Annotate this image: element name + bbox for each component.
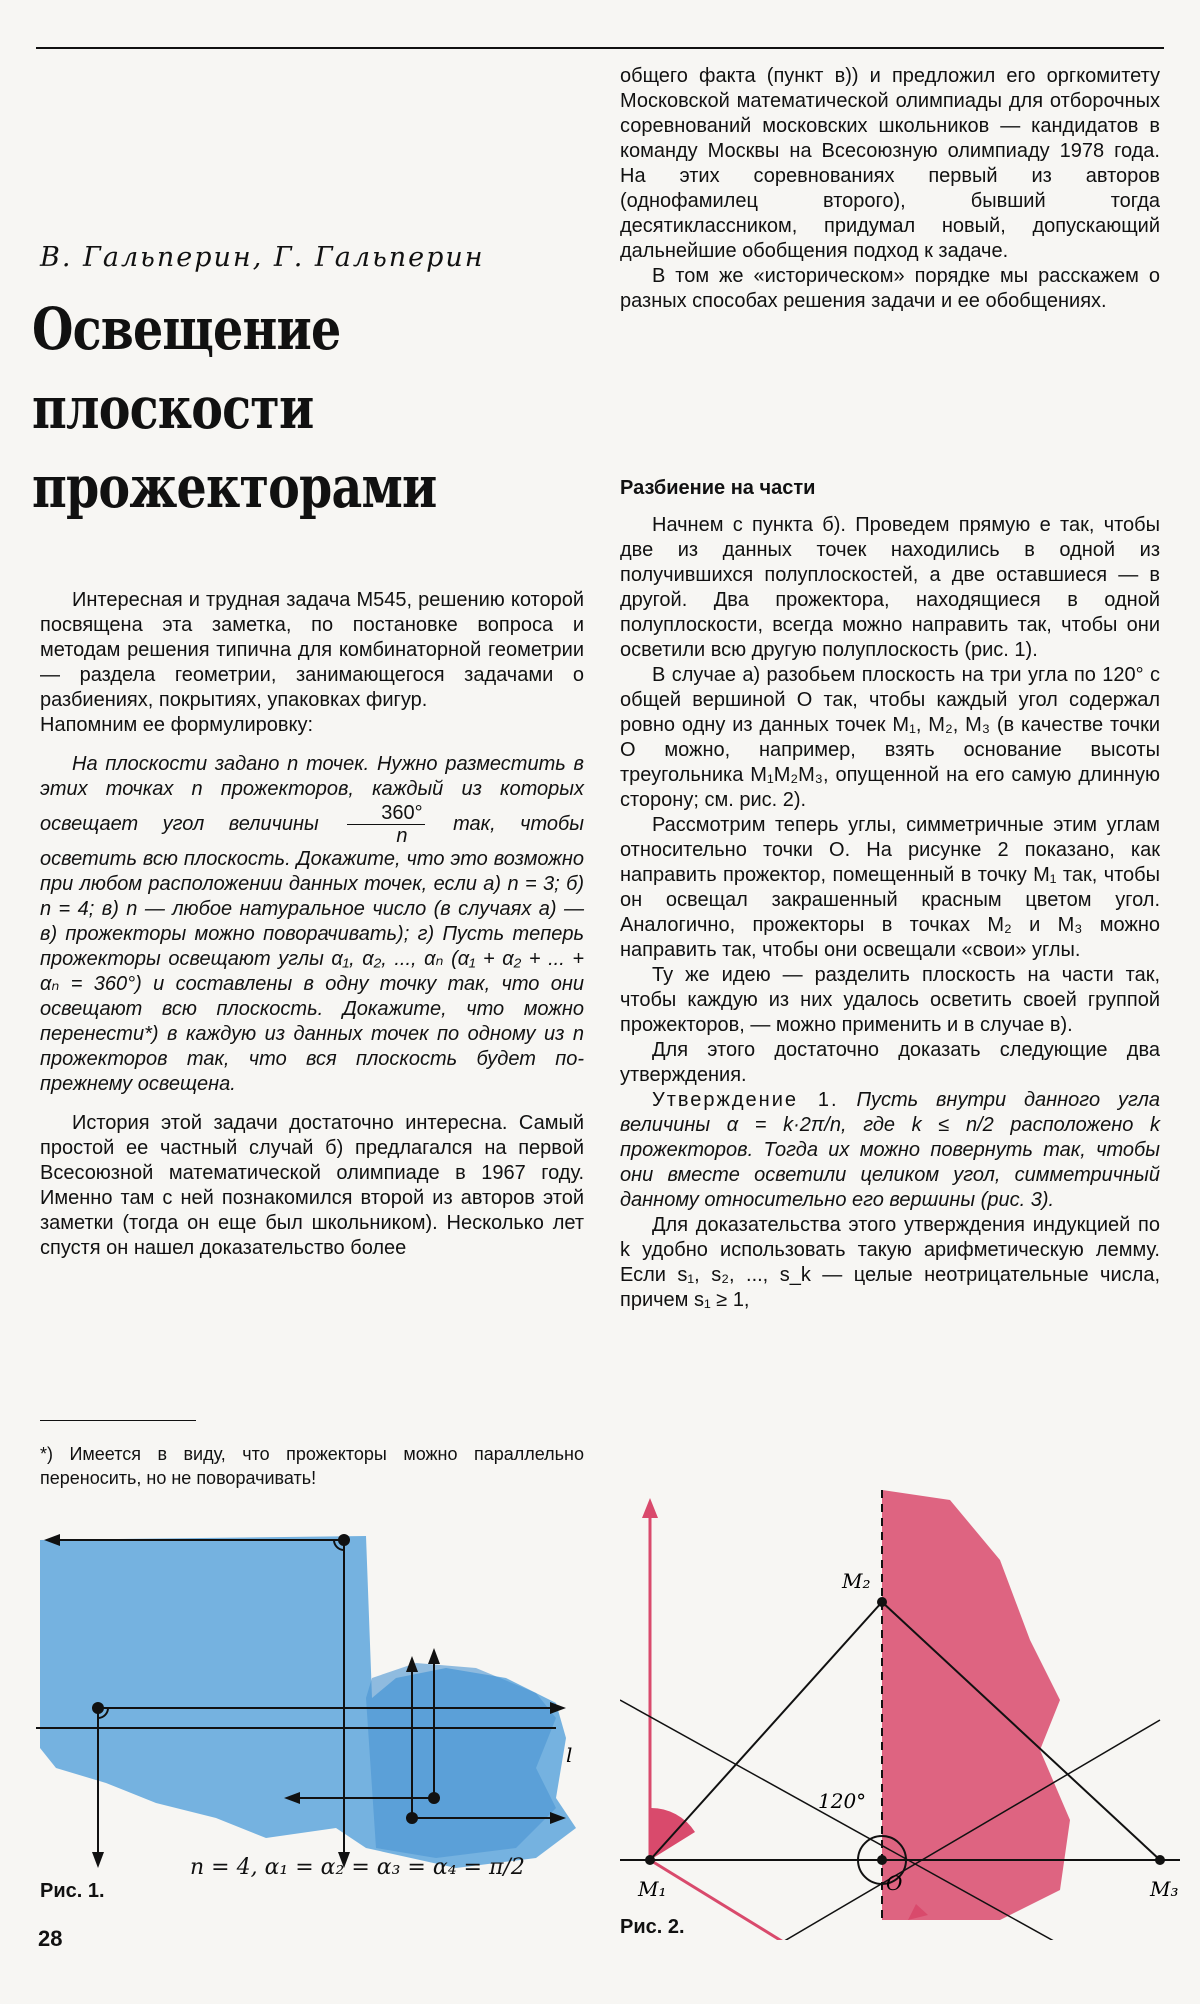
right-column-body: [620, 513, 1160, 1313]
figure-2-caption: Рис. 2.: [620, 1916, 685, 1938]
figure-1: [36, 1528, 596, 1878]
fraction: [347, 802, 424, 847]
arrow-head: [92, 1852, 104, 1868]
paragraph: Для этого достаточно доказать следующие два утверждения.: [620, 1039, 1160, 1086]
title-line-1: Освещение: [32, 295, 341, 363]
page-number: 28: [38, 1926, 63, 1951]
figure-1-formula: n = 4, α₁ = α₂ = α₃ = α₄ = π/2: [190, 1855, 525, 1880]
title-line-2: плоскости: [32, 374, 314, 442]
label-angle: 120°: [818, 1789, 867, 1813]
ray-m1: [650, 1860, 910, 1940]
paragraph: В случае а) разобьем плоскость на три угла по 120° с общей вершиной O так, чтобы каждый угол содержал ровно одну из данных точек M₁, M₂, M₃ (в качестве точки O можно, например, взять основание высоты треугольника M₁M₂M₃, опущенной на его самую длинную сторону; см. рис. 2).: [620, 664, 1160, 811]
point-o: [877, 1855, 887, 1865]
problem-statement: [40, 752, 584, 1097]
top-rule: [36, 47, 1164, 49]
lit-region-blue-2: [366, 1663, 556, 1858]
paragraph: Для доказательства этого утверждения индукцией по k удобно использовать такую арифметическую лемму. Если s₁, s₂, ..., s_k — целые неотрицательные числа, причем s₁ ≥ 1,: [620, 1214, 1160, 1311]
point: [338, 1534, 350, 1546]
paragraph: Напомним ее формулировку:: [40, 714, 314, 736]
line-label: l: [566, 1743, 573, 1767]
left-column: [40, 588, 584, 1261]
label-m1: M₁: [638, 1877, 667, 1901]
arrow-head: [428, 1648, 440, 1664]
label-m2: M₂: [842, 1569, 871, 1593]
fraction-numerator: 360°: [347, 802, 424, 825]
paragraph: Ту же идею — разделить плоскость на части так, чтобы каждую из них удалось осветить своей группой прожекторов, — можно применить и в случае в).: [620, 964, 1160, 1036]
title-line-3: прожекторами: [32, 453, 437, 521]
authors: В. Гальперин, Г. Гальперин: [40, 242, 485, 273]
footnote-rule: [40, 1420, 196, 1421]
paragraph: Рассмотрим теперь углы, симметричные этим углам относительно точки O. На рисунке 2 показано, как направить прожектор, помещенный в точку M₁ так, чтобы он освещал закрашенный красным цветом угол. Аналогично, прожекторы в точках M₂ и M₃ можно направить так, чтобы они освещали «свои» углы.: [620, 814, 1160, 961]
paragraph: История этой задачи достаточно интересна. Самый простой ее частный случай б) предлагался на первой Всесоюзной математической олимпиаде в 1967 году. Именно там с ней познакомился второй из авторов этой заметки (тогда он еще был школьником). Несколько лет спустя он нашел доказательство более: [40, 1112, 584, 1259]
footnote: *) Имеется в виду, что прожекторы можно параллельно переносить, но не поворачивать!: [40, 1444, 584, 1488]
lit-region-red: [882, 1490, 1070, 1920]
paragraph: В том же «историческом» порядке мы расскажем о разных способах решения задачи и ее обобщениях.: [620, 265, 1160, 312]
label-m3: M₃: [1150, 1877, 1179, 1901]
paragraph: общего факта (пункт в)) и предложил его оргкомитету Московской математической олимпиады для отборочных соревнований московских школьников — кандидатов в команду Москвы на Всесоюзную олимпиаду 1978 года. На этих соревнованиях первый из авторов (однофамилец второго), бывший тогда десятиклассником, придумал новый, допускающий дальнейшие обобщения подход к задаче.: [620, 65, 1160, 262]
arrow-head: [642, 1498, 658, 1518]
triangle-side: [650, 1602, 882, 1860]
paragraph: Интересная и трудная задача М545, решению которой посвящена эта заметка, по постановке вопроса и методам решения типична для комбинаторной геометрии — раздела геометрии, занимающегося задачами о разбиениях, покрытиях, упаковках фигур.: [40, 589, 584, 711]
point-m2: [877, 1597, 887, 1607]
section-title: Разбиение на части: [620, 477, 816, 499]
problem-text-a: На плоскости задано n точек. Нужно разместить в этих точках n прожекторов, каждый из которых освещает угол величины: [40, 753, 584, 835]
point: [406, 1812, 418, 1824]
paragraph: Начнем с пункта б). Проведем прямую e так, чтобы две из данных точек находились в одной из получившихся полуплоскостей, а две оставшиеся — в другой. Два прожектора, находящиеся в одной полуплоскости, всегда можно направить так, чтобы они осветили всю другую полуплоскость (рис. 1).: [620, 514, 1160, 661]
point-m1: [645, 1855, 655, 1865]
article-title: [32, 290, 436, 527]
claim-text: Пусть внутри данного угла величины α = k·2π/n, где k ≤ n/2 расположено k прожекторов. Тогда их можно повернуть так, чтобы они вместе осветили целиком угол, симметричный данному относительно его вершины (рис. 3).: [620, 1089, 1160, 1211]
label-o: O: [886, 1871, 903, 1895]
fraction-denominator: n: [396, 825, 408, 847]
point: [92, 1702, 104, 1714]
figure-2: [620, 1490, 1180, 1940]
point: [428, 1792, 440, 1804]
claim-label: Утверждение 1.: [652, 1089, 839, 1111]
right-column-top: [620, 64, 1160, 314]
figure-1-caption: Рис. 1.: [40, 1880, 105, 1902]
problem-text-b: так, чтобы осветить всю плоскость. Докажите, что это возможно при любом расположении данных точек, если а) n = 3; б) n = 4; в) n — любое натуральное число (в случаях а) — в) прожекторы можно поворачивать); г) Пусть теперь прожекторы освещают углы α₁, α₂, ..., αₙ (α₁ + α₂ + ... + αₙ = 360°) и составлены в одну точку так, что они освещают всю плоскость. Докажите, что можно перенести*) в каждую из данных точек по одному из n прожекторов так, что вся плоскость будет по-прежнему освещена.: [40, 812, 584, 1095]
point-m3: [1155, 1855, 1165, 1865]
claim: [620, 1088, 1160, 1213]
